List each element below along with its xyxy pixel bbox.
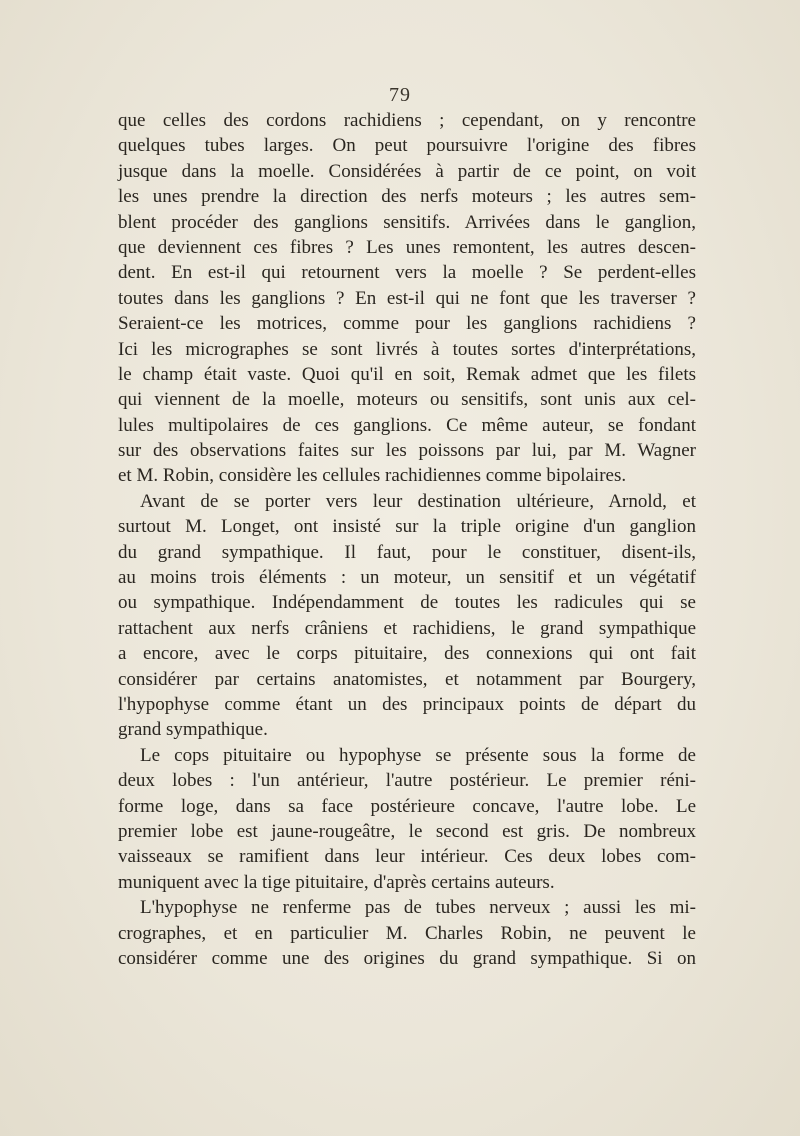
text-line: grand sympathique. <box>118 719 268 741</box>
text-line: au moins trois éléments : un moteur, un sensitif et un végétatif <box>118 567 696 589</box>
text-line: et M. Robin, considère les cellules rachidiennes comme bipolaires. <box>118 465 627 487</box>
text-line: rattachent aux nerfs crâniens et rachidiens, le grand sympathique <box>118 617 696 639</box>
page-number: 79 <box>389 84 411 106</box>
text-line: Seraient-ce les motrices, comme pour les ganglions rachidiens ? <box>118 313 696 335</box>
text-line: les unes prendre la direction des nerfs moteurs ; les autres sem- <box>118 186 696 208</box>
body-text <box>118 108 696 971</box>
paragraph <box>118 489 696 743</box>
text-line: blent procéder des ganglions sensitifs. Arrivées dans le ganglion, <box>118 211 696 233</box>
paragraph <box>118 895 696 971</box>
text-line: crographes, et en particulier M. Charles Robin, ne peuvent le <box>118 922 696 944</box>
text-line: le champ était vaste. Quoi qu'il en soit, Remak admet que les filets <box>118 363 696 385</box>
text-line: lules multipolaires de ces ganglions. Ce même auteur, se fondant <box>118 414 696 436</box>
text-line: sur des observations faites sur les poissons par lui, par M. Wagner <box>118 440 696 462</box>
paragraph <box>118 108 696 489</box>
text-line: ou sympathique. Indépendamment de toutes les radicules qui se <box>118 592 696 614</box>
text-line: considérer comme une des origines du grand sympathique. Si on <box>118 947 696 969</box>
text-line: quelques tubes larges. On peut poursuivre l'origine des fibres <box>118 135 696 157</box>
text-line: L'hypophyse ne renferme pas de tubes nerveux ; aussi les mi- <box>140 897 696 919</box>
text-line: premier lobe est jaune-rougeâtre, le second est gris. De nombreux <box>118 820 696 842</box>
text-line: muniquent avec la tige pituitaire, d'après certains auteurs. <box>118 871 555 893</box>
text-line: toutes dans les ganglions ? En est-il qui ne font que les traverser ? <box>118 287 696 309</box>
paragraph <box>118 743 696 895</box>
text-line: forme loge, dans sa face postérieure concave, l'autre lobe. Le <box>118 795 696 817</box>
text-line: dent. En est-il qui retournent vers la moelle ? Se perdent-elles <box>118 262 696 284</box>
text-line: Ici les micrographes se sont livrés à toutes sortes d'interprétations, <box>118 338 696 360</box>
text-line: Avant de se porter vers leur destination ultérieure, Arnold, et <box>140 490 696 512</box>
text-line: que celles des cordons rachidiens ; cependant, on y rencontre <box>118 110 696 131</box>
text-line: du grand sympathique. Il faut, pour le constituer, disent-ils, <box>118 541 696 563</box>
text-line: que deviennent ces fibres ? Les unes remontent, les autres descen- <box>118 236 696 258</box>
text-line: vaisseaux se ramifient dans leur intérieur. Ces deux lobes com- <box>118 846 696 868</box>
text-line: considérer par certains anatomistes, et notamment par Bourgery, <box>118 668 696 690</box>
text-line: l'hypophyse comme étant un des principaux points de départ du <box>118 693 696 715</box>
text-line: deux lobes : l'un antérieur, l'autre postérieur. Le premier réni- <box>118 770 696 792</box>
text-line: Le cops pituitaire ou hypophyse se présente sous la forme de <box>140 744 696 766</box>
text-line: surtout M. Longet, ont insisté sur la triple origine d'un ganglion <box>118 516 696 538</box>
text-line: jusque dans la moelle. Considérées à partir de ce point, on voit <box>118 160 696 182</box>
text-line: a encore, avec le corps pituitaire, des connexions qui ont fait <box>118 643 696 665</box>
text-line: qui viennent de la moelle, moteurs ou sensitifs, sont unis aux cel- <box>118 389 696 411</box>
